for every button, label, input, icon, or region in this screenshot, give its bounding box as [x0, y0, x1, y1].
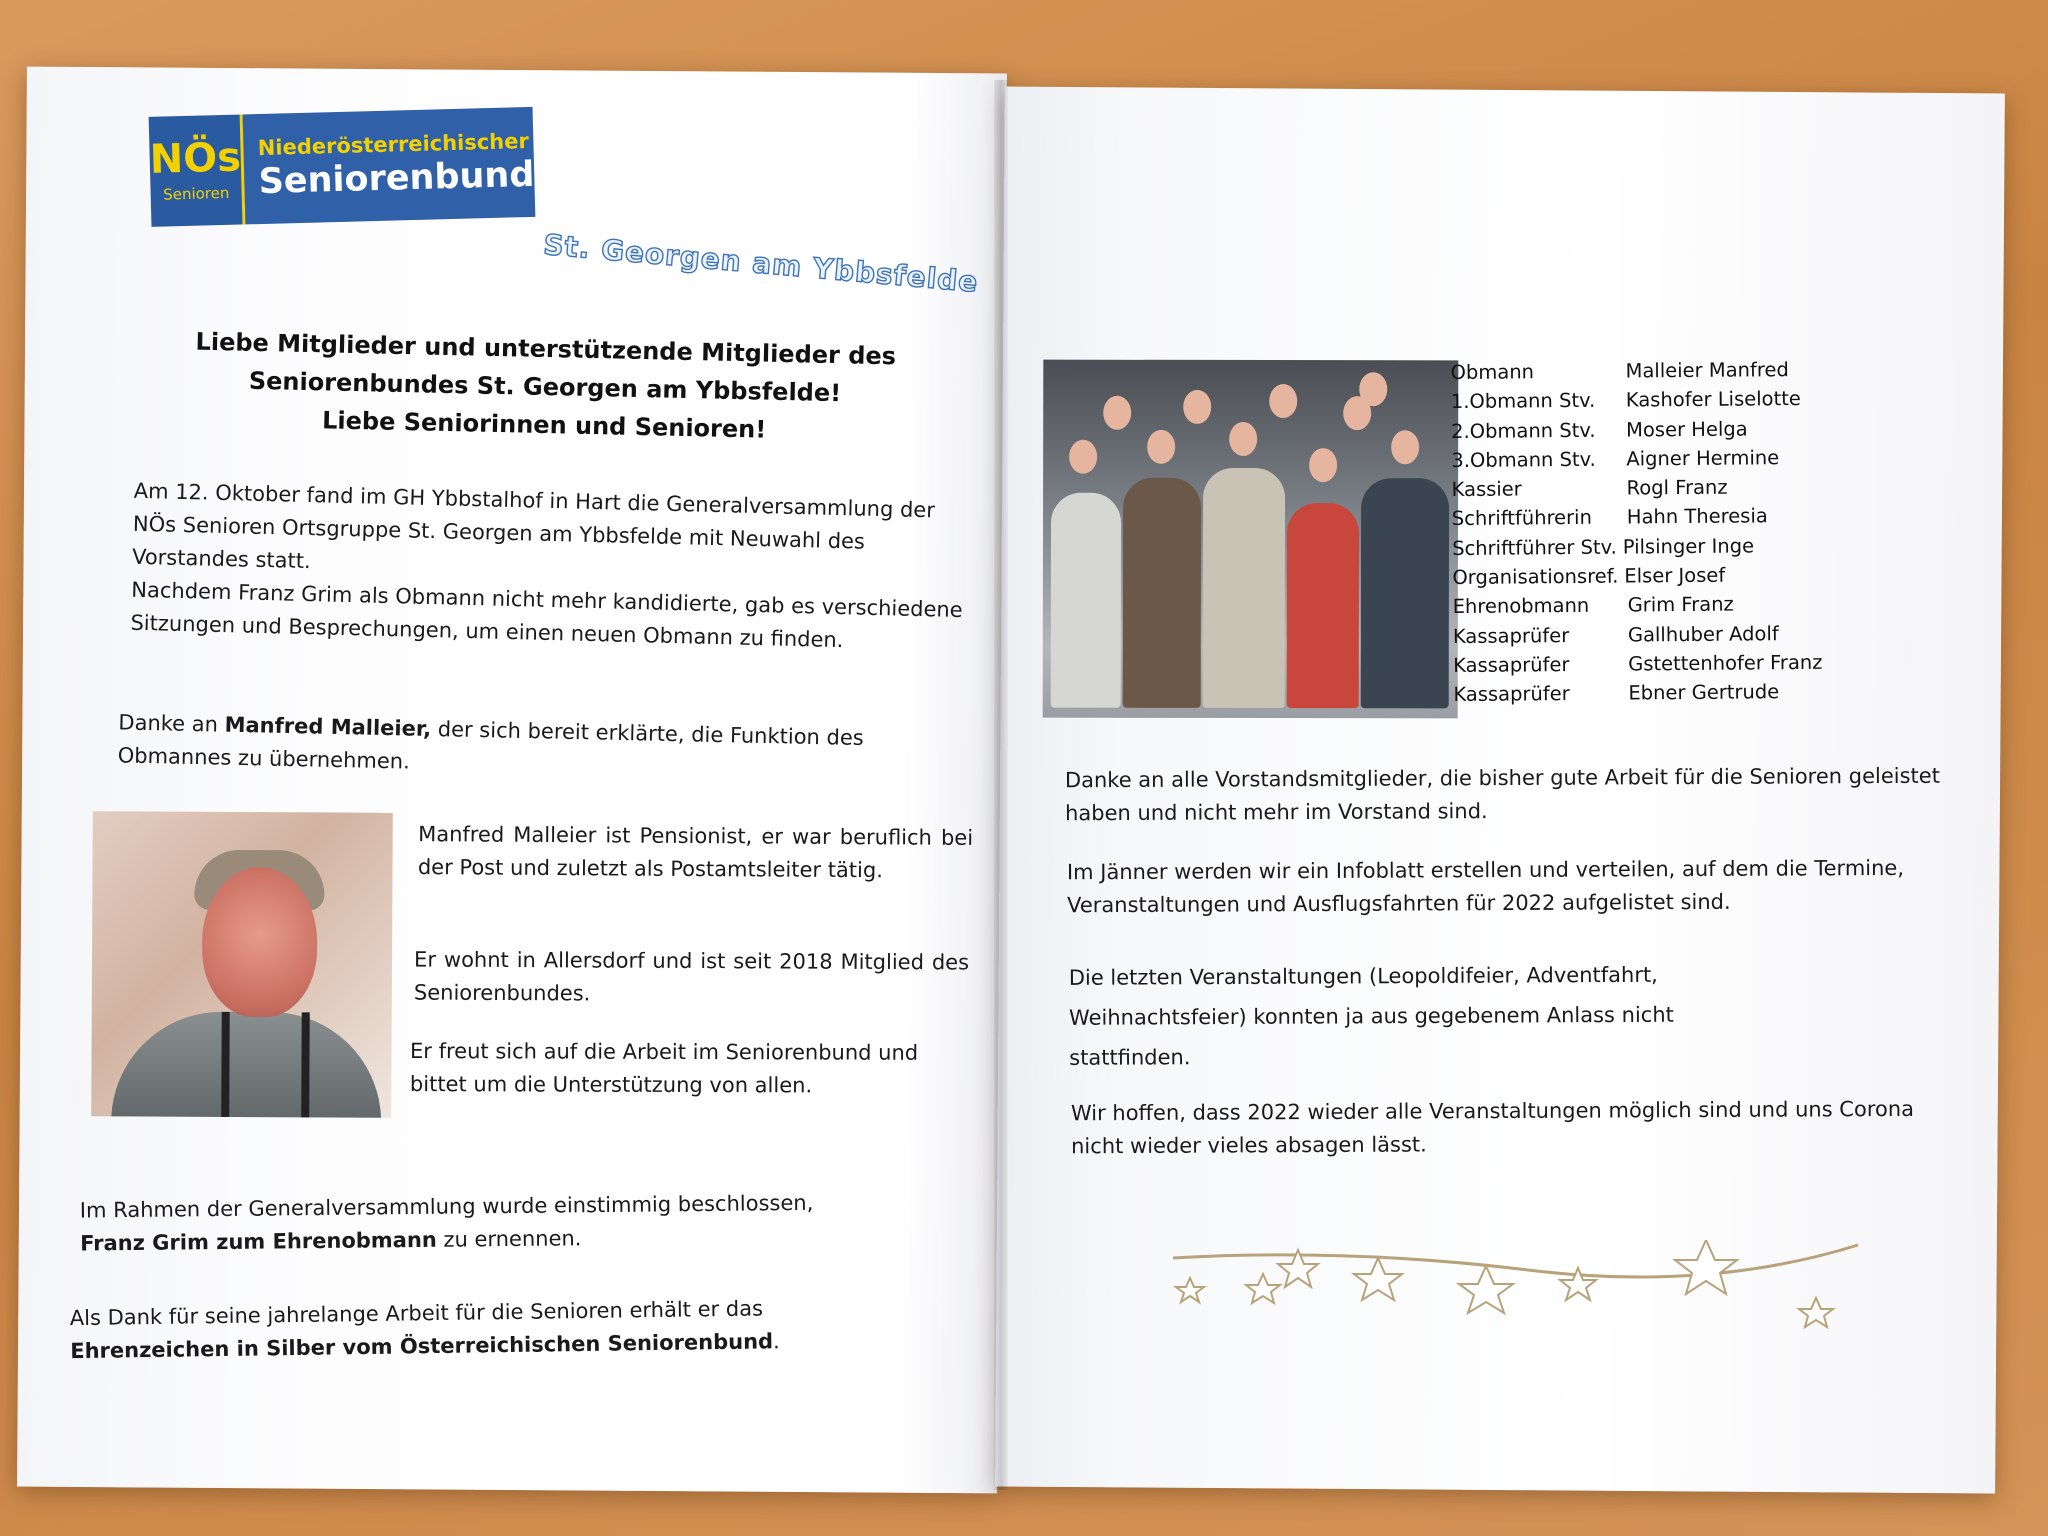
roster-name: Pilsinger Inge	[1622, 534, 1755, 559]
roster-row	[1453, 676, 1923, 709]
star-icon	[1675, 1240, 1737, 1294]
bio-paragraph-1	[418, 818, 973, 888]
garland-line	[1173, 1245, 1858, 1277]
honor-paragraph	[80, 1185, 941, 1260]
heading-line3: Liebe Seniorinnen und Senioren!	[321, 406, 767, 444]
logo-badge	[149, 114, 246, 226]
right-text-1: Danke an alle Vorstandsmitglieder, die bisher gute Arbeit für die Senioren geleistet haben und nicht mehr im Vorstand sind.	[1064, 763, 1940, 826]
honor-text-post: zu ernennen.	[436, 1226, 582, 1252]
star-icon	[1799, 1298, 1833, 1327]
logo-line1: Niederösterreichischer	[257, 128, 530, 161]
logo-nos-text: NÖs	[149, 134, 242, 183]
bio-text-2: Er wohnt in Allersdorf und ist seit 2018 Mitglied des Seniorenbundes.	[413, 947, 970, 1006]
right-hope-paragraph	[1071, 1093, 1951, 1164]
roster-name: Gstettenhofer Franz	[1628, 650, 1823, 676]
thanks-name: Manfred Malleier,	[224, 712, 432, 741]
roster-name: Elser Josef	[1624, 563, 1726, 588]
roster-row	[1451, 471, 1921, 504]
bio-paragraph-2	[414, 944, 969, 1013]
photo-face	[1229, 422, 1257, 456]
right-text-3: Die letzten Veranstaltungen (Leopoldifeier, Adventfahrt, Weihnachtsfeier) konnten ja aus gegebenem Anlass nicht stattfinden.	[1068, 962, 1674, 1070]
photo-person	[1051, 493, 1121, 708]
roster-role: Kassaprüfer	[1452, 623, 1570, 648]
intro-text-2: Nachdem Franz Grim als Obmann nicht mehr kandidierte, gab es verschiedene Sitzungen und Besprechungen, um einen neuen Obmann zu finden.	[130, 577, 963, 653]
roster-name: Hahn Theresia	[1626, 504, 1768, 530]
roster-role: Kassier	[1451, 477, 1522, 502]
microphone-icon	[221, 1012, 230, 1118]
bio-paragraph-3	[410, 1035, 970, 1103]
roster-name: Ebner Gertrude	[1628, 680, 1780, 705]
roster-name: Kashofer Liselotte	[1625, 387, 1801, 412]
intro-paragraph	[130, 475, 974, 660]
photo-face	[1359, 372, 1387, 406]
honor-text-bold: Franz Grim zum Ehrenobmann	[80, 1227, 437, 1256]
heading-line1: Liebe Mitglieder und unterstützende Mitglieder des	[195, 327, 897, 371]
right-text-4: Wir hoffen, dass 2022 wieder alle Veranstaltungen möglich sind und uns Corona nicht wieder vieles absagen lässt.	[1070, 1096, 1915, 1159]
logo-senioren-text: Senioren	[162, 183, 230, 204]
right-infoblatt-paragraph	[1067, 852, 1947, 923]
roster-row	[1451, 442, 1921, 475]
heading-line2: Seniorenbundes St. Georgen am Ybbsfelde!	[248, 366, 842, 408]
roster-row	[1453, 618, 1923, 651]
photo-face	[1103, 396, 1131, 430]
honor-text-pre: Im Rahmen der Generalversammlung wurde einstimmig beschlossen,	[79, 1190, 814, 1223]
roster-name: Gallhuber Adolf	[1627, 621, 1779, 647]
thanks-pre: Danke an	[118, 710, 225, 737]
photo-face	[1069, 440, 1097, 474]
board-group-photo	[1043, 360, 1459, 719]
logo-wordmark	[243, 107, 536, 225]
award-paragraph	[70, 1290, 951, 1368]
board-roster	[1450, 354, 1923, 710]
roster-name: Malleier Manfred	[1625, 358, 1789, 383]
right-events-paragraph	[1069, 954, 1770, 1078]
photo-face	[1269, 384, 1297, 418]
roster-row	[1451, 413, 1921, 446]
roster-role: Schriftführerin	[1451, 506, 1593, 531]
roster-name: Rogl Franz	[1626, 475, 1728, 500]
logo-place-name: St. Georgen am Ybbsfelde	[542, 228, 980, 299]
letter-heading	[159, 322, 931, 452]
roster-row	[1450, 354, 1920, 387]
roster-role: 2.Obmann Stv.	[1451, 418, 1596, 443]
award-text-post: .	[772, 1329, 780, 1354]
star-garland-ornament	[1168, 1240, 1868, 1340]
roster-role: Ehrenobmann	[1452, 594, 1590, 619]
star-icon	[1354, 1258, 1402, 1300]
roster-role: Kassaprüfer	[1453, 682, 1570, 707]
portrait-jacket	[111, 1011, 382, 1117]
roster-name: Moser Helga	[1626, 417, 1748, 442]
roster-row	[1452, 530, 1922, 563]
logo-line2: Seniorenbund	[258, 154, 535, 203]
roster-row	[1453, 647, 1923, 680]
photo-person	[1361, 478, 1449, 708]
photo-face	[1147, 430, 1175, 464]
seniorenbund-logo	[149, 107, 535, 227]
roster-row	[1452, 559, 1922, 592]
page-fold	[994, 80, 1008, 1490]
roster-role: Schriftführer Stv.	[1452, 535, 1617, 560]
roster-row	[1451, 383, 1921, 416]
bio-text-1: Manfred Malleier ist Pensionist, er war beruflich bei der Post und zuletzt als Postamtsleiter tätig.	[417, 822, 974, 883]
photo-face	[1183, 390, 1211, 424]
right-thanks-paragraph	[1065, 760, 1945, 831]
roster-name: Aigner Hermine	[1626, 446, 1780, 471]
roster-role: Obmann	[1450, 360, 1535, 385]
roster-row	[1452, 500, 1922, 533]
roster-role: Kassaprüfer	[1453, 653, 1570, 678]
microphone-icon	[301, 1012, 310, 1117]
roster-row	[1453, 588, 1923, 621]
thanks-post: der sich bereit erklärte, die Funktion des Obmannes zu übernehmen.	[117, 716, 865, 774]
portrait-photo	[91, 811, 393, 1118]
roster-role: Organisationsref.	[1452, 564, 1619, 590]
photo-face	[1309, 448, 1337, 482]
star-icon	[1459, 1266, 1513, 1313]
star-icon	[1176, 1278, 1204, 1302]
roster-role: 3.Obmann Stv.	[1451, 447, 1596, 472]
photo-person	[1123, 478, 1201, 708]
roster-role: 1.Obmann Stv.	[1450, 389, 1596, 414]
award-text-bold: Ehrenzeichen in Silber vom Österreichischen Seniorenbund	[70, 1329, 774, 1364]
award-text-pre: Als Dank für seine jahrelange Arbeit für die Senioren erhält er das	[69, 1296, 764, 1331]
photo-person	[1203, 468, 1285, 708]
portrait-face	[202, 867, 318, 1018]
photo-face	[1391, 430, 1419, 464]
star-icon	[1246, 1274, 1280, 1303]
photo-person	[1287, 503, 1359, 708]
roster-name: Grim Franz	[1627, 592, 1734, 617]
bio-text-3: Er freut sich auf die Arbeit im Seniorenbund und bittet um die Unterstützung von allen.	[409, 1039, 919, 1098]
intro-text-1: Am 12. Oktober fand im GH Ybbstalhof in Hart die Generalversammlung der NÖs Senioren Ortsgruppe St. Georgen am Ybbsfelde mit Neuwahl des Vorstandes statt.	[131, 478, 936, 574]
right-text-2: Im Jänner werden wir ein Infoblatt erstellen und verteilen, auf dem die Termine, Veranstaltungen und Ausflugsfahrten für 2022 aufgelistet sind.	[1066, 855, 1905, 918]
